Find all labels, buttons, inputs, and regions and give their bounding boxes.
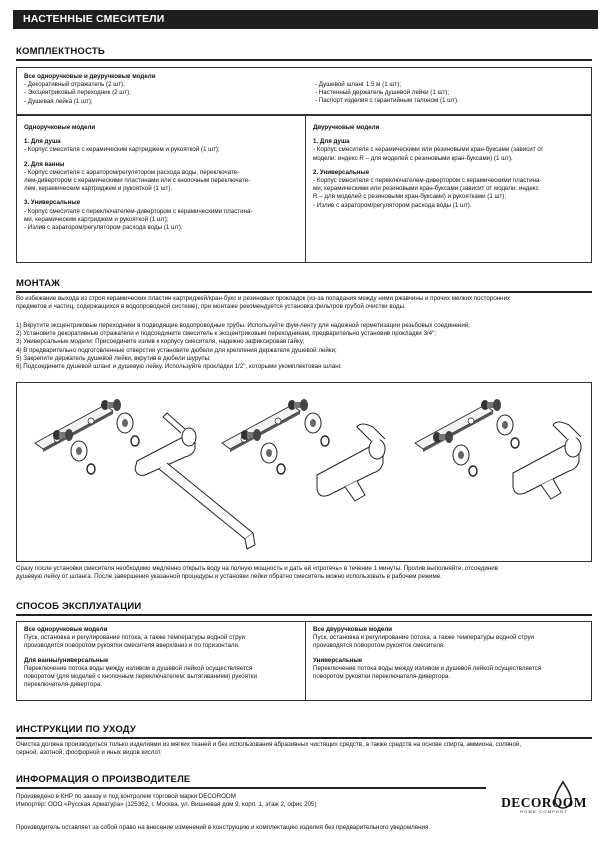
kit-double-univ-line: ми, керамическими или резиновыми кран-буксами (зависит от модели: индекс [313,185,539,193]
diagram-step-1 [35,399,255,549]
usage-univ-heading: Универсальные [313,656,363,664]
kit-double-shower-title: 1. Для душа [313,138,350,146]
kit-single-shower-line: - Корпус смесителя с керамическим картриджем и рукояткой (1 шт); [24,146,220,154]
kit-double-shower-line: модели: индекс R – для моделей с резиновыми кран-буксами) (1 шт). [313,154,513,162]
kit-models-divider [305,116,306,262]
install-intro-line: предметов и частиц, содержащихся в водопроводной системе), при монтаже рекомендуется установка фильтров грубой очистки воды. [16,303,406,311]
kit-single-univ-line: - Корпус смесителя с переключателем-дивертором с керамическими пластина- [24,207,253,215]
kit-single-bath-line: лем-дивертором с керамическими пластинами или с кнопочным переключате- [24,176,251,184]
diagram-step-3 [415,399,581,499]
install-step: 1) Вкрутите эксцентриковые переходники в подводящие водопроводные трубы. Используйте фум-ленту для надежной герметизации резьбовых соединений; [16,322,470,329]
kit-single-bath-line: - Корпус смесителя с аэратором/регулятором расхода воды, переключате- [24,168,240,176]
install-after-line: душевую лейку от шланга. После завершения указанной процедуры и установки лейки обратно смеситель можно использовать в рабочем режиме. [16,573,442,581]
maker-divider [16,787,486,789]
install-step: 2) Установите декоративные отражатели и подсоедините смеситель к эксцентриковым переходникам, предварительно установив прокладки 3/4"; [16,330,436,338]
install-step: 4) В предварительно подготовленные отверстия установите дюбели для крепления держателя душевой лейки; [16,346,337,354]
maker-notice [16,824,592,832]
usage-univ-text: поворотом рукоятки переключателя-дивертора. [313,672,451,680]
install-step: 6) Подсоедините душевой шланг и душевую лейку. Используйте прокладки 1/2", которыми укомплектован шланг. [16,362,342,370]
maker-line-2: Импортёр: ООО «Русская Арматура» (125362, г. Москва, ул. Вишневая дом 9, корп. 1, этаж 2, офис 205) [16,801,317,809]
care-title: ИНСТРУКЦИИ ПО УХОДУ [16,724,136,735]
kit-double-column [313,124,589,210]
kit-single-column [24,124,302,232]
kit-models-box [16,115,592,263]
kit-all-left-2: - Душевая лейка (1 шт); [24,97,93,105]
maker-info [16,793,476,809]
maker-line-3: Производитель оставляет за собой право на внесение изменений в конструкцию и комплектацию изделия без предварительного уведомления. [16,824,431,831]
usage-single-text: производятся поворотом рукоятки смесителя вверх/вниз и по горизонтали. [24,642,240,650]
kit-single-bath-line: лем, керамическим картриджем и рукояткой (1 шт). [24,185,173,193]
install-steps [16,322,592,371]
kit-double-univ-title: 2. Универсальные [313,168,370,176]
usage-bath-heading: Для ванны/универсальные [24,656,109,664]
usage-bath-text: поворотом (для моделей с кнопочным переключателем: вытягиванием) рукоятки [24,672,257,680]
usage-bath-text: переключателя-дивертора. [24,681,102,689]
kit-all-left-0: - Декоративный отражатель (2 шт); [24,81,125,89]
usage-double-heading: Все двуручковые модели [313,626,393,633]
kit-double-univ-line: - Излив с аэратором/регулятором расхода воды (1 шт). [313,201,472,209]
install-divider [16,291,592,293]
install-step: 5) Закрепите держатель душевой лейки, вкрутив в дюбели шурупы; [16,354,211,362]
kit-all-right-0: - Душевой шланг 1.5 м (1 шт); [315,81,401,88]
kit-divider [16,59,592,61]
usage-single-text: Пуск, остановка и регулирование потока, а также температуры водной струи [24,634,246,642]
usage-single-column [24,626,302,689]
install-step: 3) Универсальные модели: Присоедините излив к корпусу смесителя, надежно зафиксировав гайку; [16,338,305,346]
install-intro [16,295,592,311]
kit-all-box [16,67,592,115]
care-divider [16,737,592,739]
usage-box [16,621,592,701]
kit-single-univ-title: 3. Универсальные [24,199,81,207]
install-intro-line: Во избежание выхода из строя керамических пластин картриджей/кран-букс и резиновых прокладок (из-за попадания между ними ржавчины и прочих мелких посторонних [16,295,511,302]
kit-double-shower-line: - Корпус смесителя с керамическими или резиновыми кран-буксами (зависит от [313,146,544,154]
logo-brand: DECOROOM [501,795,587,810]
install-after [16,565,592,581]
kit-single-univ-line: ми, керамическим картриджем и рукояткой (1 шт); [24,215,169,223]
usage-bath-text: Переключение потока воды между изливом и душевой лейкой осуществляется [24,664,253,672]
kit-single-bath-title: 2. Для ванны [24,160,65,168]
diagram-step-2 [222,399,385,501]
usage-double-text: Пуск, остановка и регулирование потока, а также температуры водной струи [313,634,535,642]
kit-all-left-1: - Эксцентриковый переходник (2 шт); [24,89,131,97]
kit-double-univ-line: - Корпус смесителя с переключателем-дивертором с керамическими пластина- [313,176,542,184]
care-text-line: серной, азотной, фосфорной и иных видов кислот. [16,749,162,757]
usage-single-heading: Все одноручковые модели [24,626,108,633]
installation-diagram [16,382,592,562]
usage-column-divider [305,622,306,700]
kit-all-right-1: - Настенный держатель душевой лейки (1 шт); [315,89,450,97]
usage-divider [16,614,592,616]
install-title: МОНТАЖ [16,278,61,289]
logo-sub: HOME COMFORT [520,809,568,814]
usage-title: СПОСОБ ЭКСПЛУАТАЦИИ [16,601,142,612]
install-after-line: Сразу после установки смесителя необходимо медленно открыть воду на полную мощность и дать ей «протечь» в течение 1 минуты. Пролив выполняйте, отсоединив [16,565,499,572]
kit-title: КОМПЛЕКТНОСТЬ [16,46,105,57]
usage-univ-text: Переключение потока воды между изливом и душевой лейкой осуществляется [313,664,542,672]
kit-single-univ-line: - Излив с аэратором/регулятором расхода воды (1 шт). [24,223,183,231]
kit-all-heading: Все одноручковые и двуручковые модели [24,73,156,80]
page-title: НАСТЕННЫЕ СМЕСИТЕЛИ [13,10,598,29]
kit-double-heading: Двуручковые модели [313,124,380,131]
usage-double-column [313,626,589,681]
decoroom-logo [494,778,594,818]
usage-double-text: производятся поворотом рукояток смесителя. [313,642,445,650]
care-text [16,741,592,757]
care-text-line: Очистка должна производиться только изделиями из мягких тканей и без использования абразивных чистящих средств, а также средств на основе спирта, аммиона, соляной, [16,741,522,748]
maker-line-1: Произведено в КНР по заказу и под контролем торговой марки DECOROOM [16,793,236,800]
kit-double-univ-line: R – для моделей с резиновыми кран-буксами) и рукоятками (1 шт); [313,193,507,201]
maker-title: ИНФОРМАЦИЯ О ПРОИЗВОДИТЕЛЕ [16,774,191,785]
installation-diagram-drawing [17,383,593,563]
kit-single-heading: Одноручковые модели [24,124,96,131]
kit-all-right-2: - Паспорт изделия с гарантийным талоном (1 шт). [315,97,459,105]
kit-single-shower-title: 1. Для душа [24,138,61,146]
